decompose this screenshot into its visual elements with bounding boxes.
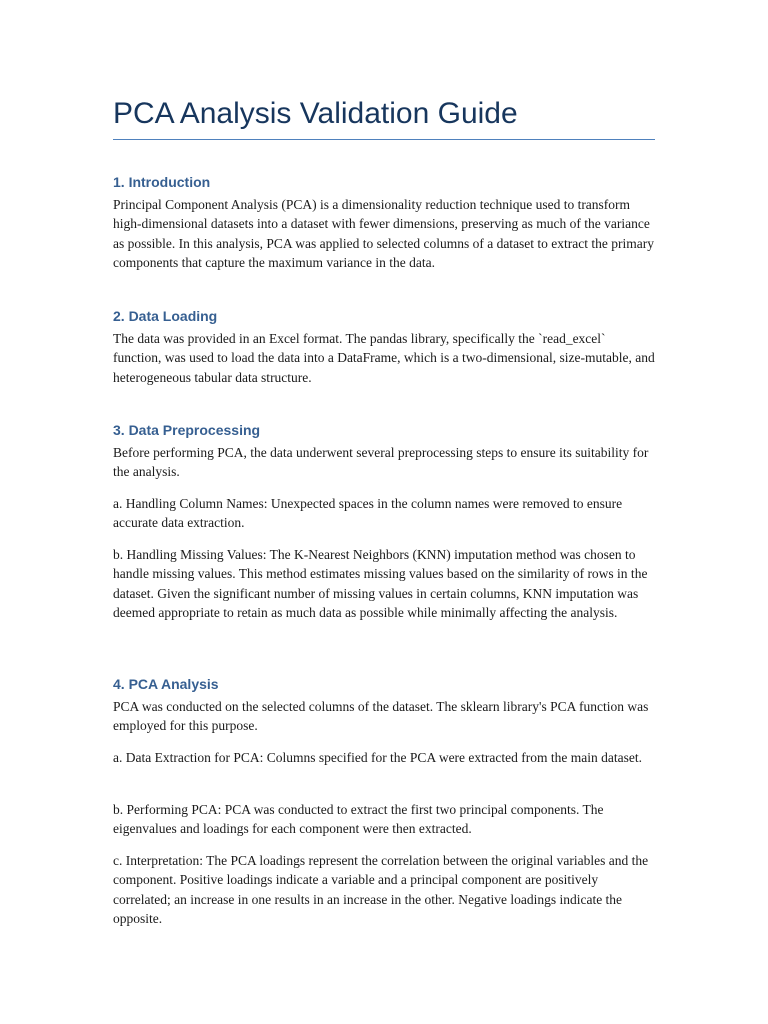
document-title: PCA Analysis Validation Guide xyxy=(113,97,518,130)
performing-pca-paragraph: b. Performing PCA: PCA was conducted to extract the first two principal components. The eigenvalues and loadings for each component were then extracted. xyxy=(113,802,604,837)
section-heading-pca-analysis: 4. PCA Analysis xyxy=(113,676,219,692)
section-heading-introduction: 1. Introduction xyxy=(113,174,211,190)
data-loading-paragraph: The data was provided in an Excel format. The pandas library, specifically the `read_excel` function, was used to load the data into a DataFrame, which is a two-dimensional, size-mutable, and heterogeneous tabular data structure. xyxy=(113,331,655,385)
handling-missing-values-paragraph: b. Handling Missing Values: The K-Nearest Neighbors (KNN) imputation method was chosen to handle missing values. This method estimates missing values based on the similarity of rows in the dataset. Given the significant number of missing values in certain columns, KNN imputation was deemed appropriate to retain as much data as possible while minimally affecting the analysis. xyxy=(113,547,648,620)
section-heading-data-preprocessing: 3. Data Preprocessing xyxy=(113,422,261,438)
introduction-paragraph: Principal Component Analysis (PCA) is a dimensionality reduction technique used to transform high-dimensional datasets into a dataset with fewer dimensions, preserving as much of the variance as possible. In this analysis, PCA was applied to selected columns of a dataset to extract the primary components that capture the maximum variance in the data. xyxy=(113,197,655,270)
handling-column-names-paragraph: a. Handling Column Names: Unexpected spaces in the column names were removed to ensure accurate data extraction. xyxy=(113,496,623,531)
interpretation-paragraph: c. Interpretation: The PCA loadings represent the correlation between the original variables and the component. Positive loadings indicate a variable and a principal component are positively correlated; an increase in one results in an increase in the other. Negative loadings indicate the opposite. xyxy=(113,853,649,926)
section-heading-data-loading: 2. Data Loading xyxy=(113,308,218,324)
title-underline xyxy=(113,139,655,140)
data-extraction-paragraph: a. Data Extraction for PCA: Columns specified for the PCA were extracted from the main dataset. xyxy=(113,750,642,765)
preprocessing-intro-paragraph: Before performing PCA, the data underwent several preprocessing steps to ensure its suitability for the analysis. xyxy=(113,445,649,480)
pca-intro-paragraph: PCA was conducted on the selected columns of the dataset. The sklearn library's PCA function was employed for this purpose. xyxy=(113,699,649,734)
